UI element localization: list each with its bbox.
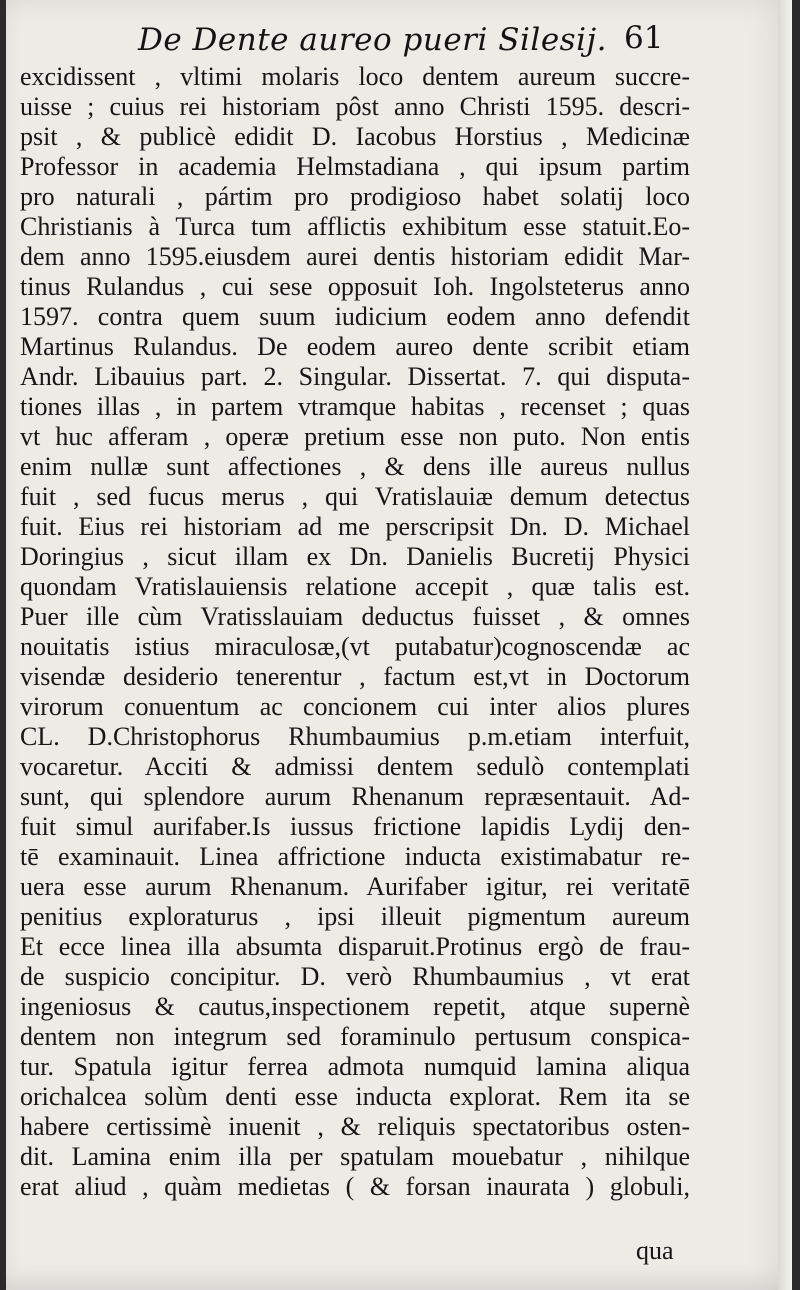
text-line: fuit. Eius rei historiam ad me perscripsit Dn. D. Michael [20,512,690,541]
text-line: fuit simul aurifaber.Is iussus frictione lapidis Lydij den- [20,812,690,841]
text-line: Professor in academia Helmstadiana , qui ipsum partim [20,152,690,181]
text-line: orichalcea solùm denti esse inducta explorat. Rem ita se [20,1082,690,1111]
text-line: uera esse aurum Rhenanum. Aurifaber igitur, rei veritatē [20,872,690,901]
text-line: tē examinauit. Linea affrictione inducta existimabatur re- [20,842,690,871]
text-line: habere certissimè inuenit , & reliquis spectatoribus osten- [20,1112,690,1141]
text-line: enim nullæ sunt affectiones , & dens ille aureus nullus [20,452,690,481]
running-head: De Dente aureo pueri Silesij. [138,22,607,58]
text-line: sunt, qui splendore aurum Rhenanum repræsentauit. Ad- [20,782,690,811]
text-line: pro naturali , pártim pro prodigioso habet solatij loco [20,182,690,211]
text-line: Puer ille cùm Vratisslauiam deductus fuisset , & omnes [20,602,690,631]
text-line: 1597. contra quem suum iudicium eodem anno defendit [20,302,690,331]
page-number: 61 [624,20,664,56]
text-line: erat aliud , quàm medietas ( & forsan inaurata ) globuli, [20,1172,690,1201]
text-line: psit , & publicè edidit D. Iacobus Horstius , Medicinæ [20,122,690,151]
page-header [6,18,792,62]
body-text [20,62,690,1202]
text-line: uisse ; cuius rei historiam pôst anno Christi 1595. descri- [20,92,690,121]
text-line: nouitatis istius miraculosæ,(vt putabatur)cognoscendæ ac [20,632,690,661]
text-line: dentem non integrum sed foraminulo pertusum conspica- [20,1022,690,1051]
text-line: visendæ desiderio tenerentur , factum est,vt in Doctorum [20,662,690,691]
text-line: excidissent , vltimi molaris loco dentem aureum succre- [20,62,690,91]
text-line: tur. Spatula igitur ferrea admota numquid lamina aliqua [20,1052,690,1081]
text-line: tiones illas , in partem vtramque habitas , recenset ; quas [20,392,690,421]
text-line: Andr. Libauius part. 2. Singular. Dissertat. 7. qui disputa- [20,362,690,391]
text-line: vt huc afferam , operæ pretium esse non puto. Non entis [20,422,690,451]
text-line: Et ecce linea illa absumta disparuit.Protinus ergò de frau- [20,932,690,961]
text-line: penitius exploraturus , ipsi illeuit pigmentum aureum [20,902,690,931]
text-line: fuit , sed fucus merus , qui Vratislauiæ demum detectus [20,482,690,511]
book-page [6,0,792,1290]
text-line: tinus Rulandus , cui sese opposuit Ioh. Ingolsteterus anno [20,272,690,301]
page-edge-shadow [778,0,792,1290]
text-line: Christianis à Turca tum afflictis exhibitum esse statuit.Eo- [20,212,690,241]
text-line: dit. Lamina enim illa per spatulam mouebatur , nihilque [20,1142,690,1171]
text-line: dem anno 1595.eiusdem aurei dentis historiam edidit Mar- [20,242,690,271]
text-line: virorum conuentum ac concionem cui inter alios plures [20,692,690,721]
text-line: Martinus Rulandus. De eodem aureo dente scribit etiam [20,332,690,361]
catchword: qua [636,1236,674,1265]
text-line: de suspicio concipitur. D. verò Rhumbaumius , vt erat [20,962,690,991]
text-line: CL. D.Christophorus Rhumbaumius p.m.etiam interfuit, [20,722,690,751]
text-line: vocaretur. Acciti & admissi dentem sedulò contemplati [20,752,690,781]
text-line: Doringius , sicut illam ex Dn. Danielis Bucretij Physici [20,542,690,571]
text-line: ingeniosus & cautus,inspectionem repetit, atque supernè [20,992,690,1021]
text-line: quondam Vratislauiensis relatione accepit , quæ talis est. [20,572,690,601]
